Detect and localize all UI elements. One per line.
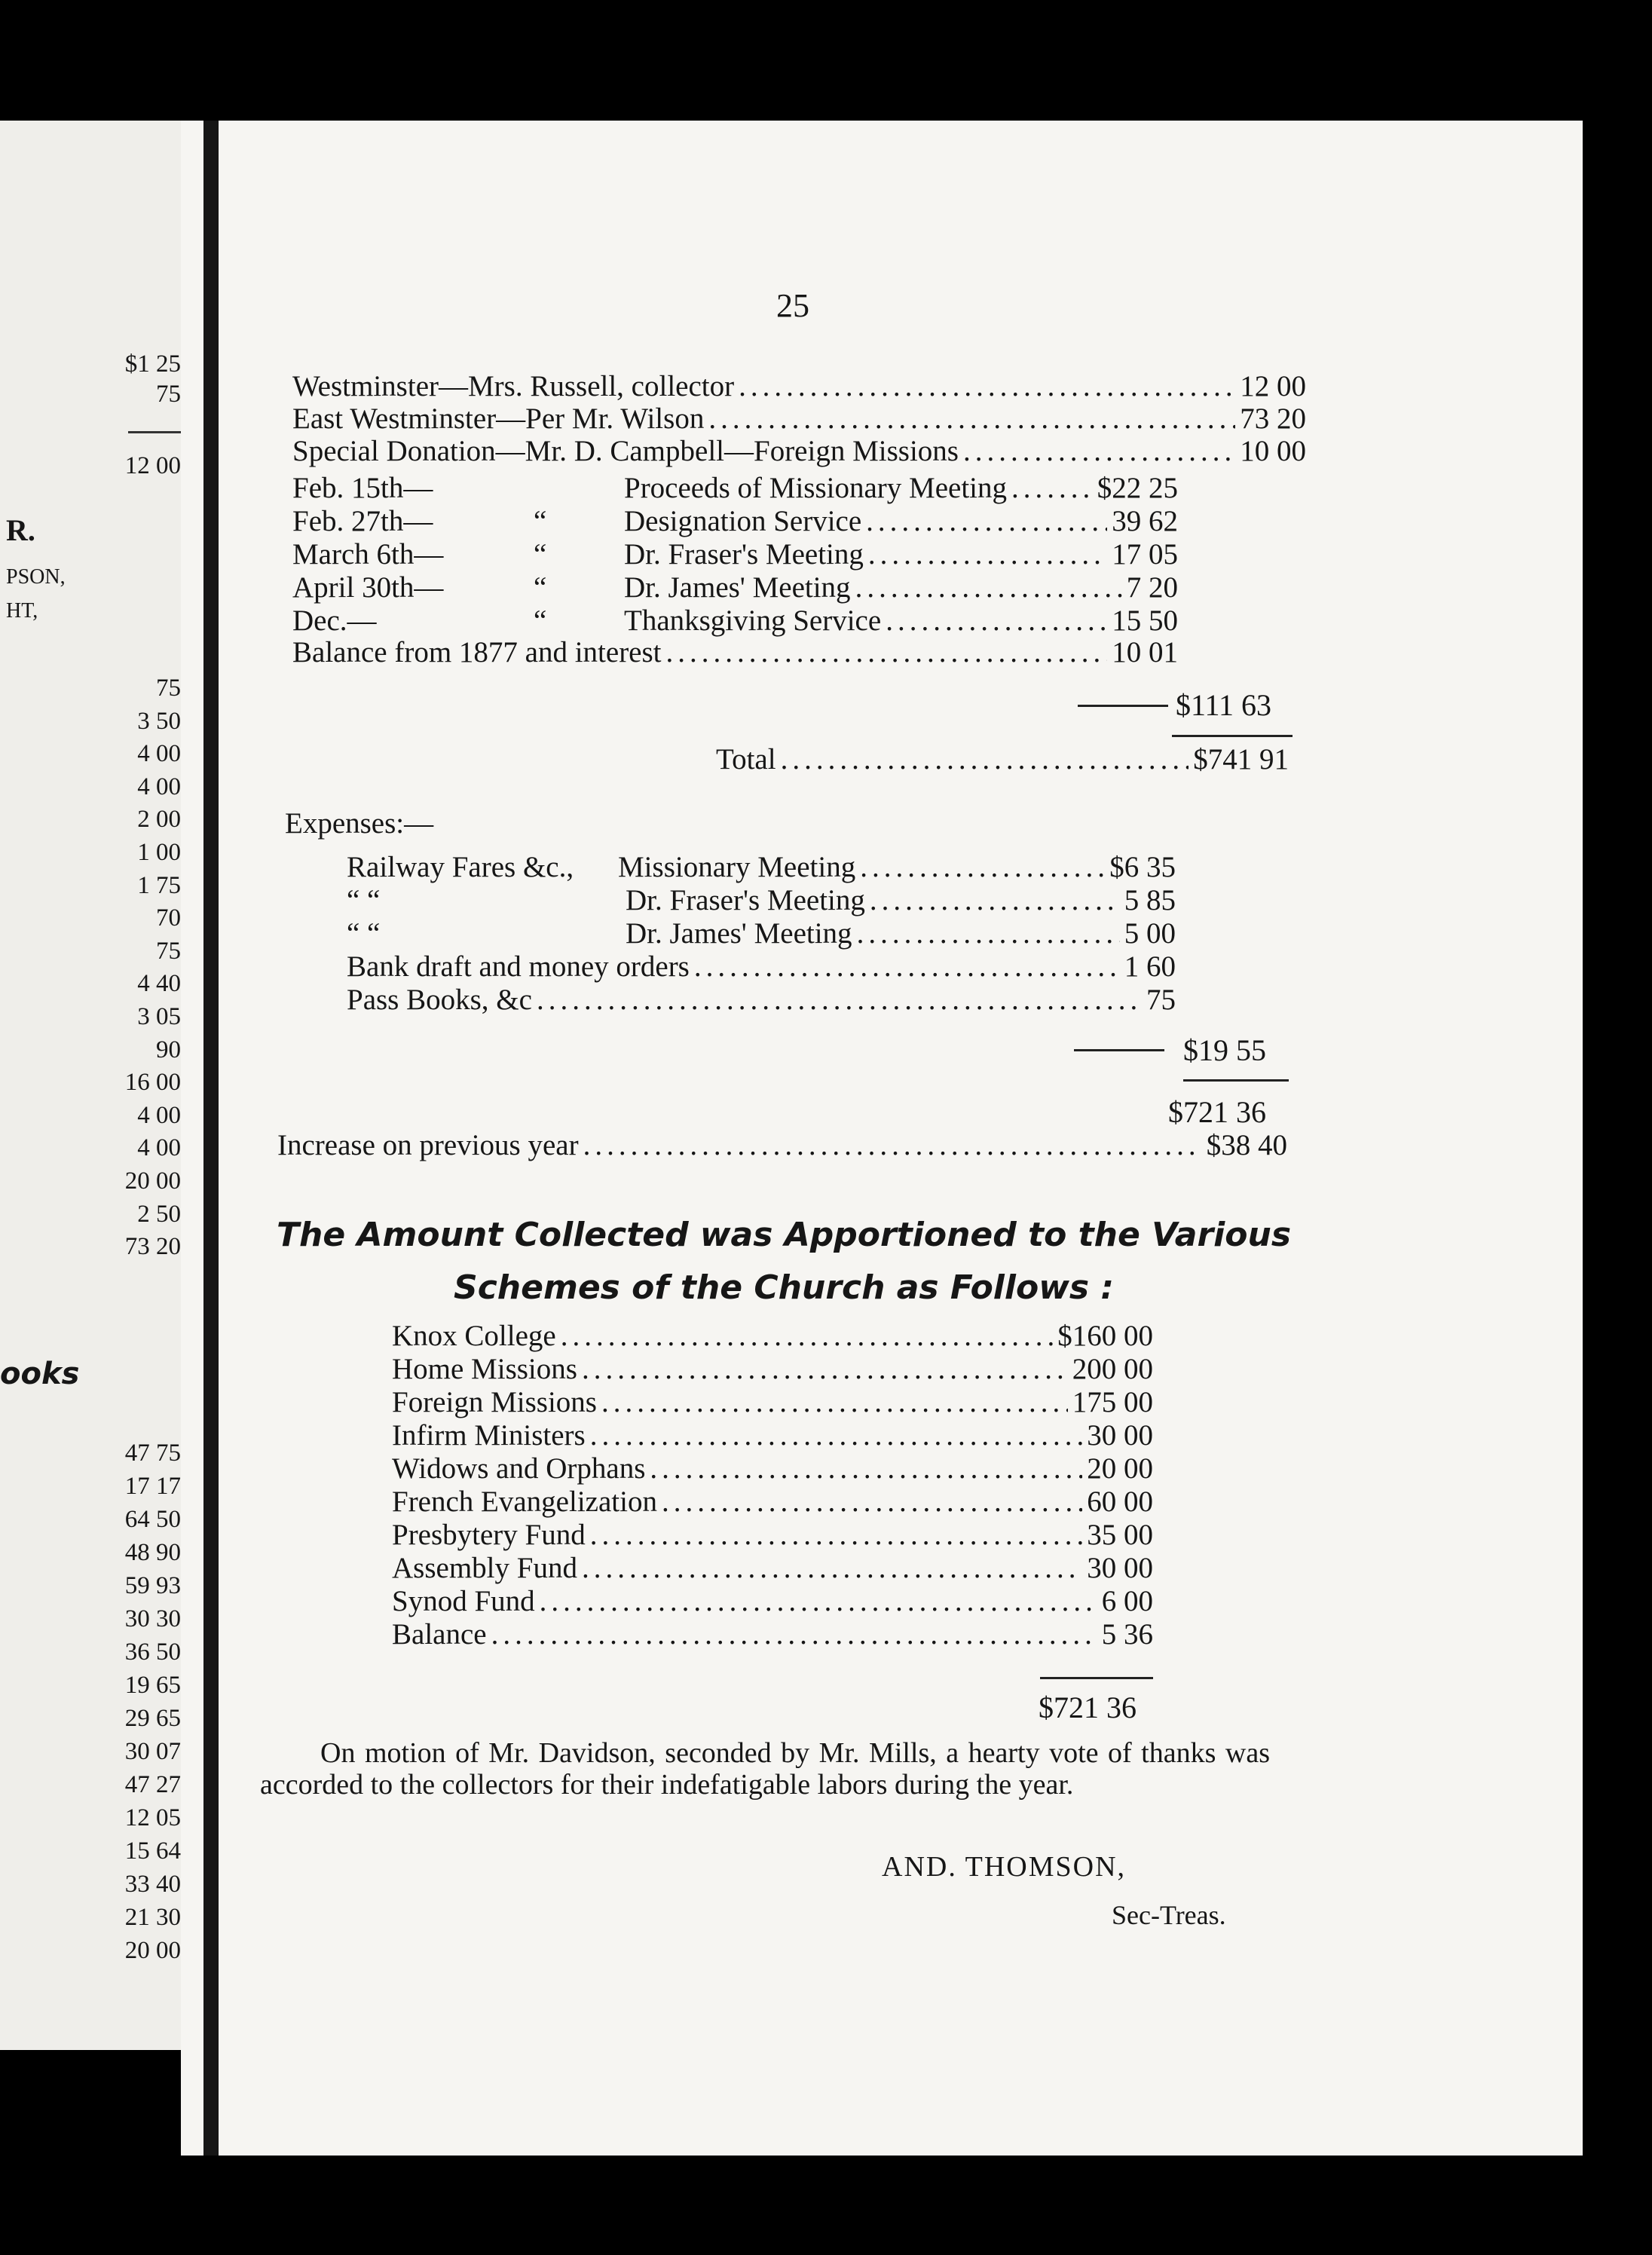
prev-amount: 75: [156, 381, 181, 408]
apportionment-row: [392, 1352, 1153, 1386]
prev-amount: 16 00: [124, 1069, 181, 1097]
meeting-ditto: “: [534, 604, 547, 637]
apportionment-row-amount: 30 00: [1087, 1419, 1153, 1452]
apportionment-total: $721 36: [1039, 1690, 1137, 1724]
prev-amount: 33 40: [124, 1871, 181, 1898]
prev-amount: 70: [156, 904, 181, 932]
prev-amount: 36 50: [124, 1638, 181, 1666]
meeting-date: Feb. 15th—: [292, 472, 433, 504]
expense-prefix: Railway Fares &c.,: [347, 851, 574, 883]
book-spine: [203, 121, 219, 2156]
prev-amount: 20 00: [124, 1937, 181, 1964]
receipt-row: [292, 369, 1306, 403]
leader-dots: [582, 1352, 1068, 1386]
receipt-row-amount: 12 00: [1240, 370, 1306, 402]
meeting-label: Thanksgiving Service: [624, 604, 882, 637]
leader-dots: [694, 950, 1120, 984]
prev-amount: 12 00: [124, 452, 181, 479]
prev-amount: 2 00: [137, 806, 181, 834]
increase-label: Increase on previous year: [277, 1129, 579, 1161]
increase-amount: $38 40: [1206, 1129, 1287, 1161]
apportionment-row-label: Presbytery Fund: [392, 1519, 586, 1551]
meeting-amount: 17 05: [1112, 538, 1178, 571]
apportionment-row-amount: 5 36: [1101, 1618, 1153, 1651]
prev-fragment-pson: PSON,: [6, 565, 66, 589]
meeting-label: Designation Service: [624, 505, 862, 537]
expense-label: Missionary Meeting: [618, 851, 856, 883]
meeting-date: April 30th—: [292, 571, 444, 604]
leader-dots: [857, 916, 1120, 950]
prev-amount: 47 75: [124, 1440, 181, 1467]
meeting-ditto: “: [534, 538, 547, 571]
expense-label: Dr. James' Meeting: [626, 917, 852, 950]
prev-amount: 2 50: [137, 1200, 181, 1228]
apportionment-row: [392, 1452, 1153, 1485]
apportionment-total-rule: [1040, 1677, 1153, 1679]
expense-label: Pass Books, &c: [347, 984, 532, 1016]
prev-amount: 75: [156, 937, 181, 965]
prev-fragment-ht: HT,: [6, 599, 38, 623]
prev-amount: 17 17: [124, 1473, 181, 1500]
apportionment-row: [392, 1518, 1153, 1552]
meeting-amount: 15 50: [1112, 604, 1178, 637]
leader-dots: [662, 1485, 1082, 1519]
apportionment-row-amount: $160 00: [1057, 1320, 1153, 1352]
apportionment-row: [392, 1418, 1153, 1452]
expense-amount: $6 35: [1109, 851, 1176, 883]
signature-title: Sec-Treas.: [1112, 1900, 1226, 1930]
leader-dots: [886, 604, 1107, 638]
prev-amount: 4 40: [137, 970, 181, 998]
leader-dots: [590, 1418, 1083, 1452]
leader-dots: [491, 1617, 1097, 1651]
prev-amount: 90: [156, 1036, 181, 1063]
apportionment-row: [392, 1385, 1153, 1419]
prev-amount: 73 20: [124, 1233, 181, 1261]
apportionment-row-label: Foreign Missions: [392, 1386, 597, 1418]
expenses-heading: Expenses:—: [285, 807, 434, 840]
meeting-row: [292, 471, 1178, 505]
expense-label: Bank draft and money orders: [347, 950, 690, 983]
leader-dots: [963, 434, 1235, 468]
total-rule: [1172, 735, 1293, 737]
expense-row: [347, 850, 1176, 884]
subtotal-rule: [1078, 705, 1168, 707]
expense-amount: 5 00: [1124, 917, 1176, 950]
apportionment-row: [392, 1319, 1153, 1353]
leader-dots: [860, 850, 1105, 884]
meeting-date: Feb. 27th—: [292, 505, 433, 537]
prev-rule: [128, 431, 181, 433]
meeting-row: [292, 571, 1178, 604]
prev-amount: 48 90: [124, 1539, 181, 1566]
leader-dots: [1011, 471, 1093, 505]
receipt-row-amount: 73 20: [1240, 402, 1306, 435]
leader-dots: [708, 402, 1235, 436]
prev-amount: 4 00: [137, 1134, 181, 1162]
meeting-amount: 7 20: [1126, 571, 1178, 604]
meeting-row: [292, 537, 1178, 571]
prev-amount: 1 75: [137, 871, 181, 899]
prev-amount: 4 00: [137, 1101, 181, 1129]
prev-fragment-books: ooks: [0, 1357, 80, 1391]
leader-dots: [666, 635, 1108, 669]
prev-amount: 59 93: [124, 1572, 181, 1599]
prev-amount: 19 65: [124, 1672, 181, 1699]
expenses-total: $19 55: [1183, 1033, 1266, 1067]
meeting-date: Dec.—: [292, 604, 377, 637]
leader-dots: [870, 883, 1120, 917]
total-amount: $741 91: [1193, 743, 1289, 776]
prev-amount: 29 65: [124, 1705, 181, 1732]
receipt-row: [292, 434, 1306, 468]
prev-amount: 4 00: [137, 773, 181, 800]
apportionment-row-label: Home Missions: [392, 1353, 577, 1385]
motion-paragraph: On motion of Mr. Davidson, seconded by Mr. Mills, a hearty vote of thanks was accorded to the collectors for their indefatigable labors during the year.: [260, 1737, 1270, 1801]
prev-amount: 75: [156, 675, 181, 702]
apportionment-row: [392, 1551, 1153, 1585]
meeting-ditto: “: [534, 505, 547, 537]
receipt-row-amount: 10 00: [1240, 435, 1306, 467]
total-row: [716, 742, 1289, 776]
prev-amount: 12 05: [124, 1804, 181, 1831]
prev-amount: 1 00: [137, 839, 181, 866]
signature-name: AND. THOMSON,: [882, 1851, 1127, 1883]
leader-dots: [583, 1128, 1202, 1162]
meeting-row: [292, 604, 1178, 638]
expense-row: [347, 916, 1176, 950]
prev-amount: 15 64: [124, 1837, 181, 1865]
prev-fragment-r: R.: [6, 513, 35, 547]
receipt-row-label: Westminster—Mrs. Russell, collector: [292, 370, 735, 402]
apportionment-row-label: Knox College: [392, 1320, 556, 1352]
apportionment-row-amount: 30 00: [1087, 1552, 1153, 1584]
leader-dots: [739, 369, 1235, 403]
prev-amount: 47 27: [124, 1771, 181, 1798]
expense-prefix: “ “: [347, 884, 381, 916]
receipt-row: [292, 402, 1306, 436]
leader-dots: [590, 1518, 1083, 1552]
balance-1877-row: [292, 635, 1178, 669]
leader-dots: [650, 1452, 1082, 1485]
expense-row: [347, 983, 1176, 1017]
apportionment-row: [392, 1485, 1153, 1519]
leader-dots: [855, 571, 1122, 604]
expense-prefix: “ “: [347, 917, 381, 950]
prev-amount: 64 50: [124, 1506, 181, 1533]
total-label: Total: [716, 743, 776, 776]
leader-dots: [866, 504, 1107, 538]
meeting-label: Dr. Fraser's Meeting: [624, 538, 864, 571]
meeting-amount: 39 62: [1112, 505, 1178, 537]
previous-page-fragment: [0, 121, 190, 2050]
net-amount: $721 36: [1168, 1095, 1266, 1129]
apportionment-row-label: Infirm Ministers: [392, 1419, 586, 1452]
prev-amount: 4 00: [137, 740, 181, 768]
meeting-date: March 6th—: [292, 538, 444, 571]
meeting-amount: $22 25: [1097, 472, 1178, 504]
page-number: 25: [776, 287, 809, 324]
apportionment-row: [392, 1617, 1153, 1651]
prev-amount: 30 07: [124, 1738, 181, 1765]
apportionment-row-label: Widows and Orphans: [392, 1452, 646, 1485]
balance-1877-row-label: Balance from 1877 and interest: [292, 636, 662, 669]
leader-dots: [561, 1319, 1054, 1353]
expense-label: Dr. Fraser's Meeting: [626, 884, 865, 916]
expenses-subtotal-rule: [1074, 1049, 1164, 1051]
expense-row: [347, 950, 1176, 984]
balance-1877-row-amount: 10 01: [1112, 636, 1178, 669]
increase-row: [277, 1128, 1287, 1162]
leader-dots: [868, 537, 1107, 571]
expense-row: [347, 883, 1176, 917]
receipt-row-label: Special Donation—Mr. D. Campbell—Foreign Missions: [292, 435, 959, 467]
meeting-label: Proceeds of Missionary Meeting: [624, 472, 1007, 504]
prev-amount: $1 25: [124, 350, 181, 378]
prev-amount: 30 30: [124, 1605, 181, 1632]
expense-amount: 5 85: [1124, 884, 1176, 916]
expense-amount: 1 60: [1124, 950, 1176, 983]
apportionment-row-label: Synod Fund: [392, 1585, 535, 1617]
meetings-subtotal: $111 63: [1176, 688, 1272, 722]
apportionment-heading-line2: Schemes of the Church as Follows :: [454, 1268, 1114, 1307]
apportionment-row-amount: 175 00: [1072, 1386, 1153, 1418]
receipt-row-label: East Westminster—Per Mr. Wilson: [292, 402, 705, 435]
meeting-ditto: “: [534, 571, 547, 604]
leader-dots: [582, 1551, 1082, 1585]
apportionment-row: [392, 1584, 1153, 1618]
prev-amount: 3 50: [137, 707, 181, 735]
leader-dots: [537, 983, 1142, 1017]
apportionment-row-label: Assembly Fund: [392, 1552, 577, 1584]
apportionment-row-label: French Evangelization: [392, 1485, 657, 1518]
net-rule: [1183, 1079, 1289, 1082]
expense-amount: 75: [1146, 984, 1176, 1016]
meeting-row: [292, 504, 1178, 538]
leader-dots: [540, 1584, 1097, 1618]
prev-amount: 21 30: [124, 1904, 181, 1931]
apportionment-row-amount: 20 00: [1087, 1452, 1153, 1485]
apportionment-row-amount: 60 00: [1087, 1485, 1153, 1518]
leader-dots: [601, 1385, 1068, 1419]
prev-amount: 3 05: [137, 1003, 181, 1030]
apportionment-row-amount: 200 00: [1072, 1353, 1153, 1385]
apportionment-heading-line1: The Amount Collected was Apportioned to the Various: [276, 1216, 1292, 1254]
apportionment-row-label: Balance: [392, 1618, 487, 1651]
prev-amount: 20 00: [124, 1167, 181, 1195]
apportionment-row-amount: 35 00: [1087, 1519, 1153, 1551]
leader-dots: [781, 742, 1189, 776]
meeting-label: Dr. James' Meeting: [624, 571, 851, 604]
apportionment-row-amount: 6 00: [1101, 1585, 1153, 1617]
